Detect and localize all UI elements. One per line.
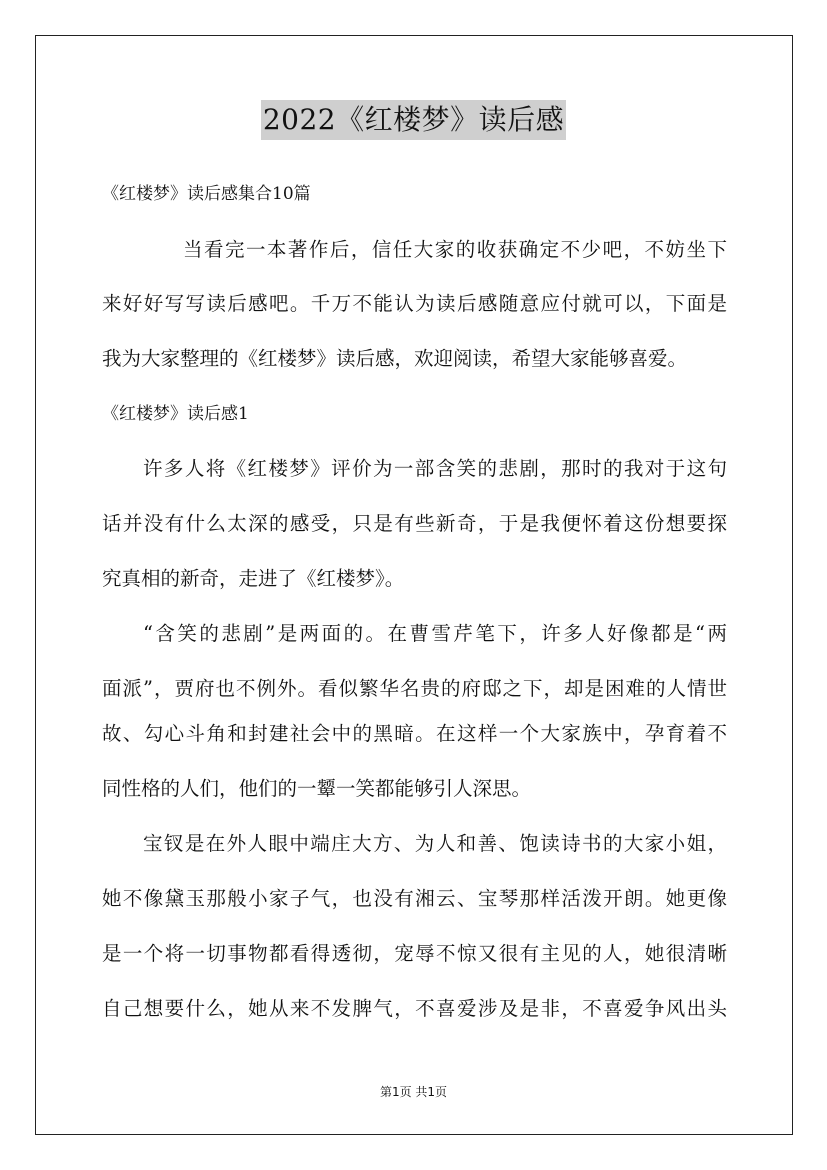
paragraph-line: 话并没有什么太深的感受，只是有些新奇，于是我便怀着这份想要探 (102, 512, 727, 535)
paragraph-line: “含笑的悲剧”是两面的。在曹雪芹笔下，许多人好像都是“两 (143, 622, 727, 645)
page-footer: 第1页 共1页 (379, 1085, 448, 1099)
paragraph-line: 故、勾心斗角和封建社会中的黑暗。在这样一个大家族中，孕育着不 (102, 722, 727, 745)
paragraph-line: 当看完一本著作后，信任大家的收获确定不少吧，不妨坐下 (183, 238, 727, 261)
paragraph-line: 我为大家整理的《红楼梦》读后感，欢迎阅读，希望大家能够喜爱。 (102, 347, 688, 370)
paragraph-line: 许多人将《红楼梦》评价为一部含笑的悲剧，那时的我对于这句 (143, 457, 727, 480)
section-heading: 《红楼梦》读后感1 (102, 404, 249, 424)
paragraph-line: 宝钗是在外人眼中端庄大方、为人和善、饱读诗书的大家小姐， (143, 832, 727, 855)
paragraph-line: 同性格的人们，他们的一颦一笑都能够引人深思。 (102, 777, 532, 800)
paragraph-line: 自己想要什么，她从来不发脾气，不喜爱涉及是非，不喜爱争风出头 (102, 997, 727, 1020)
paragraph-line: 究真相的新奇，走进了《红楼梦》。 (102, 567, 405, 590)
paragraph-line: 是一个将一切事物都看得透彻，宠辱不惊又很有主见的人，她很清晰 (102, 942, 727, 965)
document-title: 2022《红楼梦》读后感 (261, 100, 566, 140)
paragraph-line: 她不像黛玉那般小家子气，也没有湘云、宝琴那样活泼开朗。她更像 (102, 887, 727, 910)
paragraph-line: 面派”，贾府也不例外。看似繁华名贵的府邸之下，却是困难的人情世 (102, 677, 727, 700)
document-subtitle: 《红楼梦》读后感集合10篇 (102, 184, 311, 204)
document-title-wrap (0, 100, 827, 144)
paragraph-line: 来好好写写读后感吧。千万不能认为读后感随意应付就可以，下面是 (102, 292, 727, 315)
